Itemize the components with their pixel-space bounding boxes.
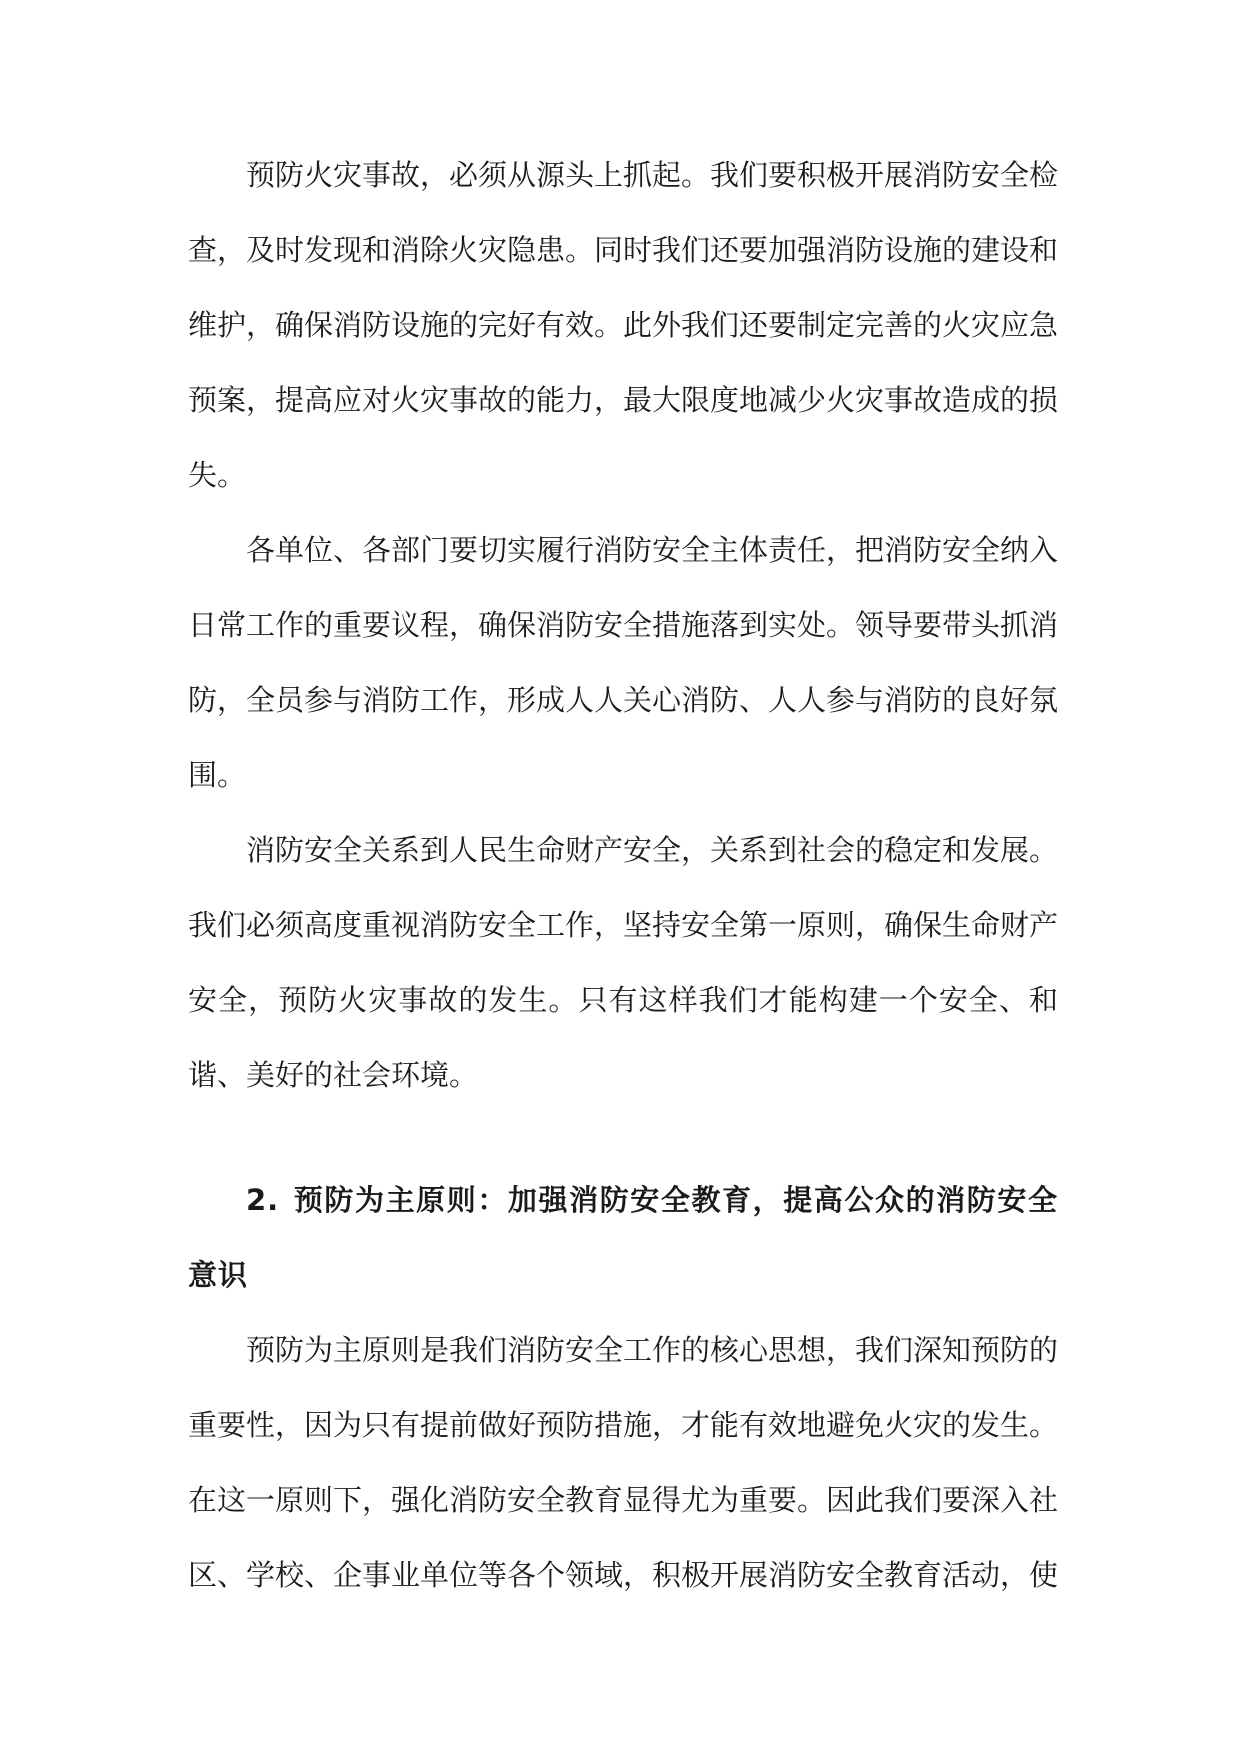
section-heading <box>188 1163 1058 1313</box>
section-number: 2. <box>246 1183 280 1217</box>
body-paragraph-3: 消防安全关系到人民生命财产安全，关系到社会的稳定和发展。我们必须高度重视消防安全工作，坚持安全第一原则，确保生命财产安全，预防火灾事故的发生。只有这样我们才能构建一个安全、和谐、美好的社会环境。 <box>188 833 1059 1092</box>
body-paragraph-1: 预防火灾事故，必须从源头上抓起。我们要积极开展消防安全检查，及时发现和消除火灾隐患。同时我们还要加强消防设施的建设和维护，确保消防设施的完好有效。此外我们还要制定完善的火灾应急预案，提高应对火灾事故的能力，最大限度地减少火灾事故造成的损失。 <box>188 158 1059 492</box>
section-title: 预防为主原则：加强消防安全教育，提高公众的消防安全意识 <box>188 1183 1058 1292</box>
document-body <box>188 138 1058 1613</box>
body-paragraph-2: 各单位、各部门要切实履行消防安全主体责任，把消防安全纳入日常工作的重要议程，确保消防安全措施落到实处。领导要带头抓消防，全员参与消防工作，形成人人关心消防、人人参与消防的良好氛围。 <box>188 533 1059 792</box>
body-paragraph-4: 预防为主原则是我们消防安全工作的核心思想，我们深知预防的重要性，因为只有提前做好预防措施，才能有效地避免火灾的发生。在这一原则下，强化消防安全教育显得尤为重要。因此我们要深入社区、学校、企事业单位等各个领域，积极开展消防安全教育活动，使 <box>188 1333 1059 1592</box>
